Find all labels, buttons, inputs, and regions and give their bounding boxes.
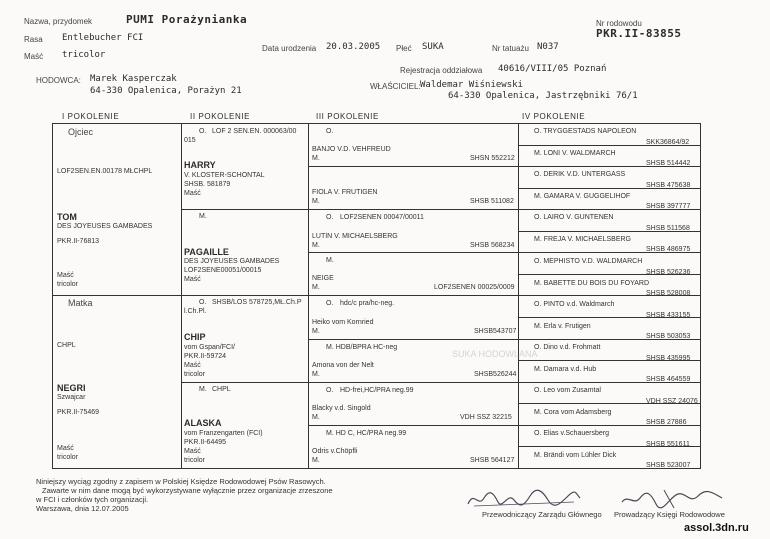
gen2-titles: LOF 2 SEN.EN. 000063/00 (212, 128, 297, 135)
gen4-dam-reg: SHSB 464559 (646, 376, 691, 383)
gen3-o-name: LUTIN V. MICHAELSBERG (312, 233, 398, 240)
gen3-o-reg: SHSN 552212 (470, 155, 515, 162)
gen3-o-name: BANJO V.D. VEHFREUD (312, 146, 391, 153)
footer-line-2: Zawarte w nim dane mogą być wykorzystywane wyłącznie przez organizacje zrzeszone (42, 486, 333, 495)
gen3-m-prefix: M. (312, 328, 320, 335)
gen3-o-prefix: O. (326, 300, 334, 307)
gen3-m-titles: M. HD C, HC/PRA neg.99 (326, 430, 407, 437)
gen2-titles: SHSB/LOS 578725,MŁ.Ch.P (212, 299, 302, 306)
gen4-sire: O. PINTO v.d. Waldmarch (534, 300, 615, 308)
dog-name: PUMI Porażynianka (126, 13, 248, 26)
gen2-reg: PKR.II-59724 (184, 353, 227, 360)
gen2-titles: CHPL (212, 386, 231, 393)
color-value: tricolor (62, 50, 106, 60)
owner-name: Waldemar Wiśniewski (420, 80, 523, 90)
gen4-dam-reg: SHSB 523007 (646, 462, 691, 470)
gen4-sire-reg: SHSB 435995 (646, 355, 691, 362)
gen3-o-name: Blacky v.d. Singold (312, 405, 371, 412)
reg-no-label: Nr rodowodu (596, 19, 642, 28)
gen4-dam: M. Brändi vom Lühler Dick (534, 452, 617, 460)
gen2-titles2: 015 (184, 137, 196, 144)
gen-header-1: I POKOLENIE (62, 112, 120, 121)
sign-caption-2: Prowadzący Księgi Rodowodowe (614, 510, 725, 519)
footer-date: Warszawa, dnia 12.07.2005 (36, 504, 129, 513)
gen2-prefix: O. (199, 299, 207, 306)
gen4-sire-reg: SHSB 475638 (646, 182, 691, 190)
footer-line-3: w FCI i członków tych organizacji. (36, 495, 149, 504)
gen2-titles2: l.Ch.Pl. (184, 308, 207, 315)
gen3-o-reg: SHSB 568234 (470, 242, 515, 249)
breeder-label: HODOWCA: (36, 76, 81, 85)
footer-line-1: Niniejszy wyciąg zgodny z zapisem w Polskiej Księdze Rodowodowej Psów Rasowych. (36, 477, 326, 486)
gen2-color-label: Maść (184, 276, 201, 283)
dob-value: 20.03.2005 (326, 42, 381, 52)
gen2-reg: PKR.II-64495 (184, 439, 227, 446)
gen2-name: ALASKA (184, 418, 222, 428)
gen3-m-name: Odris v.Chöpfli (312, 448, 358, 455)
gen3-o-reg: SHSB543707 (474, 328, 517, 335)
name-label: Nazwa, przydomek (24, 17, 93, 26)
gen3-m-reg: SHSB 564127 (470, 457, 515, 464)
gen3-m-prefix: M. (312, 414, 320, 421)
dob-label: Data urodzenia (262, 44, 317, 53)
gen3-m-prefix-2: M. (326, 257, 334, 264)
gen3-o-titles: HD-frei,HC/PRA neg.99 (340, 387, 414, 394)
mother-color-label: Maść (57, 445, 74, 452)
gen4-sire: O. DERIK V.D. UNTERGASS (534, 171, 626, 179)
gen-header-2: II POKOLENIE (190, 112, 251, 121)
mother-color: tricolor (57, 454, 79, 461)
color-label: Maść (24, 52, 44, 61)
gen3-o-prefix: O. (326, 128, 334, 135)
watermark: assol.3dn.ru (684, 522, 749, 534)
father-name: TOM (57, 212, 77, 222)
father-color: tricolor (57, 281, 79, 288)
gen2-name: PAGAILLE (184, 247, 229, 257)
gen4-dam: M. GAMARA V. GUGGELIHOF (534, 193, 631, 201)
mother-name: NEGRI (57, 383, 86, 393)
gen4-dam: M. Damara v.d. Hub (534, 366, 597, 373)
gen4-sire: O. MEPHISTO V.D. WALDMARCH (534, 257, 643, 265)
gen4-dam-reg: SHSB 27886 (646, 419, 687, 427)
branch-reg-value: 40616/VIII/05 Poznań (498, 64, 607, 74)
gen3-m-prefix-3: M. (312, 284, 320, 291)
gen2-color: tricolor (184, 371, 206, 378)
gen4-sire-reg: SHSB 433155 (646, 311, 691, 319)
gen3-o-reg: VDH SSZ 32215 (460, 414, 512, 421)
gen2-prefix: O. (199, 128, 207, 135)
breeder-address: 64-330 Opalenica, Porażyn 21 (90, 86, 242, 96)
gen2-name: CHIP (184, 332, 206, 342)
gen3-m-prefix: M. (312, 242, 320, 249)
gen4-sire-reg: SHSB 511568 (646, 225, 690, 233)
gen3-m-prefix-2: M. (312, 198, 320, 205)
gen3-m-name: Amona von der Nelt (312, 362, 374, 369)
gen4-dam-reg: SHSB 397777 (646, 203, 691, 211)
gen4-dam-reg: SHSB 528008 (646, 289, 691, 297)
gen3-m-titles: M. HDB/BPRA HC-neg (326, 344, 398, 351)
gen4-sire-reg: VDH SSZ 24076 (646, 398, 698, 406)
reg-no-value: PKR.II-83855 (596, 27, 682, 40)
gen3-o-prefix: O. (326, 387, 334, 394)
gen3-m-name: NEIGE (312, 275, 334, 282)
signature-1 (464, 486, 584, 512)
gen2-prefix: M. (199, 213, 207, 220)
tattoo-label: Nr tatuażu (492, 44, 529, 53)
gen4-dam: M. LONI V. WALDMARCH (534, 150, 616, 157)
gen2-kennel: V. KLOSTER-SCHONTAL (184, 172, 265, 179)
gen3-m-prefix-2: M. (312, 457, 320, 464)
gen2-color: tricolor (184, 457, 206, 464)
owner-address: 64-330 Opalenica, Jastrzębniki 76/1 (448, 91, 638, 101)
gen2-color-label: Maść (184, 448, 201, 455)
mother-label: Matka (68, 298, 93, 308)
mother-titles: CHPL (57, 342, 76, 349)
gen3-o-name: Heiko vom Kornried (312, 319, 374, 326)
gen4-sire: O. Leo vom Zusamtal (534, 387, 601, 395)
gen4-dam-reg: SHSB 514442 (646, 160, 691, 167)
breeder-name: Marek Kasperczak (90, 74, 177, 84)
breed-label: Rasa (24, 35, 43, 44)
gen2-reg: SHSB. 581879 (184, 181, 231, 188)
father-kennel: DES JOYEUSES GAMBADES (57, 223, 153, 230)
gen4-dam-reg: SHSB 503053 (646, 332, 691, 340)
signature-2 (618, 486, 728, 512)
gen3-o-titles: hdc/c pra/hc-neg. (340, 300, 395, 307)
sex-label: Płeć (396, 44, 412, 53)
sign-caption-1: Przewodniczący Zarządu Głównego (482, 510, 602, 519)
owner-label: WŁAŚCICIEL: (370, 82, 421, 91)
gen3-o-prefix: O. (326, 214, 334, 221)
gen2-color-label: Maść (184, 190, 201, 197)
gen2-kennel: DES JOYEUSES GAMBADES (184, 258, 280, 265)
gen4-dam-reg: SHSB 486975 (646, 246, 691, 254)
gen2-name: HARRY (184, 160, 216, 170)
gen2-prefix: M. (199, 386, 207, 393)
stamp: SUKA HODOWLANA (452, 349, 538, 359)
gen3-m-reg: SHSB 511082 (470, 198, 514, 205)
gen4-sire: O. Elias v.Schauersberg (534, 430, 609, 438)
branch-reg-label: Rejestracja oddziałowa (400, 66, 483, 75)
gen-header-3: III POKOLENIE (316, 112, 379, 121)
gen3-m-reg: LOF2SENEN 00025/0009 (434, 284, 515, 291)
mother-kennel: Szwajcar (57, 394, 86, 401)
father-color-label: Maść (57, 272, 74, 279)
gen2-kennel: vom Franzengarten (FCI) (184, 430, 263, 437)
gen4-sire: O. TRYGGESTADS NAPOLEON (534, 128, 637, 135)
gen4-sire: O. LAIRO V. GUNTENEN (534, 214, 614, 222)
gen4-dam: M. BABETTE DU BOIS DU FOYARD (534, 279, 649, 287)
gen2-kennel: vom Gspan/FCI/ (184, 344, 235, 351)
gen4-sire: O. Dino v.d. Frohmatt (534, 344, 601, 351)
gen3-m-prefix: M. (312, 155, 320, 162)
gen3-m-name: FIOLA V. FRUTIGEN (312, 189, 378, 196)
breed-value: Entlebucher FCI (62, 33, 144, 43)
gen2-color-label: Maść (184, 362, 201, 369)
gen4-sire-reg: SHSB 551611 (646, 441, 690, 449)
gen4-dam: M. Erla v. Frutigen (534, 322, 591, 330)
gen4-sire-reg: SHSB 526236 (646, 268, 691, 276)
father-titles: LOF2SEN.EN.00178 MŁCHPL (57, 168, 153, 175)
gen3-m-reg: SHSB526244 (474, 371, 517, 378)
father-label: Ojciec (68, 127, 94, 137)
gen-header-4: IV POKOLENIE (522, 112, 586, 121)
gen4-dam: M. Cora vom Adamsberg (534, 409, 612, 417)
tattoo-value: N037 (537, 42, 559, 52)
gen2-reg: LOF2SENE00051/00015 (184, 267, 262, 274)
gen4-dam: M. FREJA V. MICHAELSBERG (534, 236, 631, 244)
sex-value: SUKA (422, 42, 444, 52)
gen3-m-prefix-2: M. (312, 371, 320, 378)
mother-reg: PKR.II-75469 (57, 409, 100, 416)
gen3-o-titles: LOF2SENEN 00047/00011 (340, 214, 424, 221)
gen4-sire-reg: SKK36864/92 (646, 139, 690, 146)
father-reg: PKR.II-76813 (57, 238, 100, 245)
